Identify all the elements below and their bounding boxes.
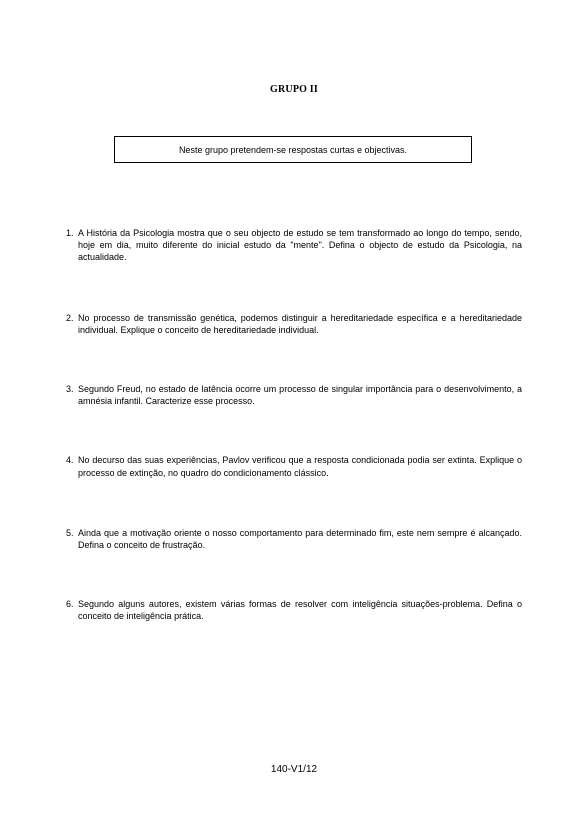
question-6 bbox=[66, 598, 522, 622]
question-number: 5. bbox=[66, 527, 74, 538]
question-list bbox=[66, 227, 522, 623]
question-text: No decurso das suas experiências, Pavlov verificou que a resposta condicionada podia ser extinta. Explique o processo de extinção, no quadro do condicionamento clássico. bbox=[78, 455, 522, 478]
question-text: A História da Psicologia mostra que o seu objecto de estudo se tem transformado ao longo do tempo, sendo, hoje em dia, muito diferente do inicial estudo da "mente". Defina o objecto de estudo da Psicologia, na actualidade. bbox=[78, 228, 522, 263]
question-text: Segundo alguns autores, existem várias formas de resolver com inteligência situações-problema. Defina o conceito de inteligência prática. bbox=[78, 599, 522, 622]
question-text: Ainda que a motivação oriente o nosso comportamento para determinado fim, este nem sempre é alcançado. Defina o conceito de frustração. bbox=[78, 527, 522, 551]
instructions-text: Neste grupo pretendem-se respostas curtas e objectivas. bbox=[178, 144, 408, 155]
page-footer: 140-V1/12 bbox=[270, 764, 318, 775]
question-number: 1. bbox=[66, 228, 74, 238]
question-text: No processo de transmissão genética, podemos distinguir a hereditariedade específica e a hereditariedade individual. Explique o conceito de hereditariedade individual. bbox=[78, 312, 522, 335]
question-2 bbox=[66, 312, 522, 336]
question-5 bbox=[66, 527, 522, 551]
question-number: 2. bbox=[66, 312, 74, 323]
question-number: 4. bbox=[66, 455, 74, 466]
question-4 bbox=[66, 454, 522, 478]
group-title: GRUPO II bbox=[270, 84, 318, 95]
question-3 bbox=[66, 383, 522, 407]
instructions-box bbox=[114, 136, 472, 163]
question-number: 3. bbox=[66, 384, 74, 395]
question-text: Segundo Freud, no estado de latência ocorre um processo de singular importância para o desenvolvimento, a amnésia infantil. Caracterize esse processo. bbox=[78, 384, 522, 407]
question-number: 6. bbox=[66, 599, 74, 610]
question-1 bbox=[66, 227, 522, 264]
